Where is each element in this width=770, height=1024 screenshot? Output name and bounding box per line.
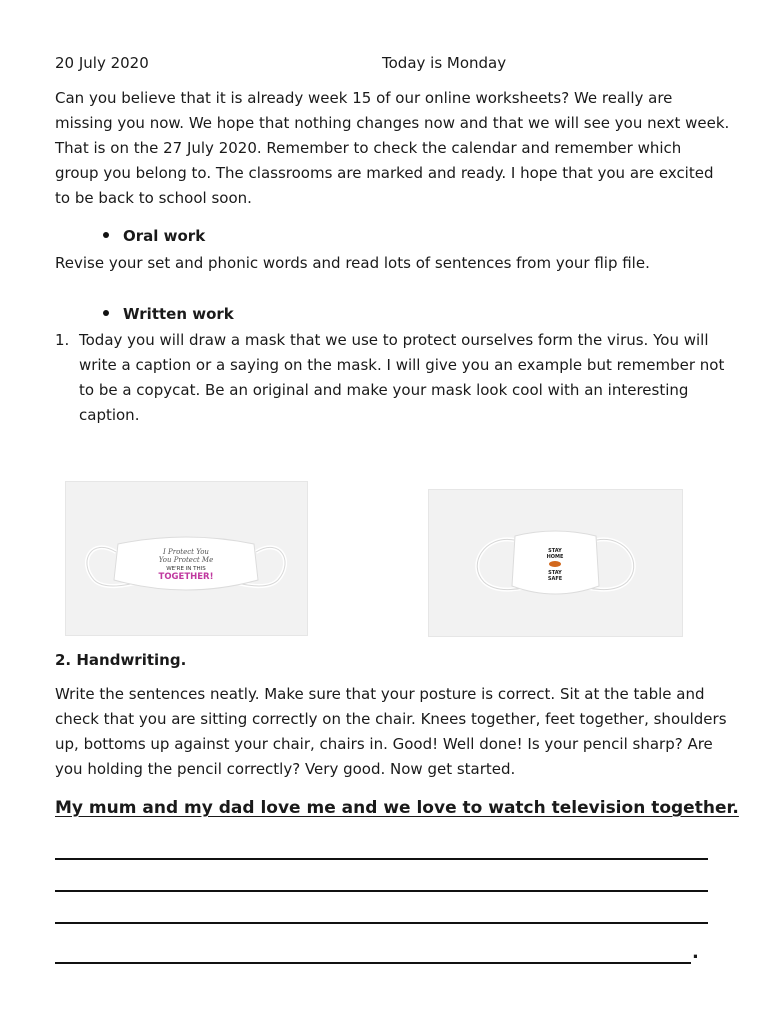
task-line: to be a copycat. Be an original and make your mask look cool with an interesting xyxy=(79,381,689,399)
mask-example-image-left xyxy=(65,481,308,636)
task-line: Today you will draw a mask that we use to protect ourselves form the virus. You will xyxy=(79,331,709,349)
writing-line[interactable] xyxy=(55,890,708,892)
intro-line: Can you believe that it is already week 15 of our online worksheets? We really are xyxy=(55,89,673,107)
model-sentence: My mum and my dad love me and we love to watch television together. xyxy=(55,798,739,818)
bullet-icon xyxy=(103,310,109,316)
mask-caption-line: STAY xyxy=(548,548,562,554)
bullet-icon xyxy=(103,232,109,238)
face-mask-icon xyxy=(66,482,307,635)
intro-line: group you belong to. The classrooms are marked and ready. I hope that you are excited xyxy=(55,164,714,182)
mask-caption-line: TOGETHER! xyxy=(158,572,214,582)
handwriting-instructions xyxy=(55,682,727,782)
day-text: Today is Monday xyxy=(382,54,507,72)
intro-line: to be back to school soon. xyxy=(55,189,252,207)
mask-emblem-icon xyxy=(549,561,561,567)
date-text: 20 July 2020 xyxy=(55,54,149,72)
instruction-line: up, bottoms up against your chair, chairs in. Good! Well done! Is your pencil sharp? Are xyxy=(55,735,713,753)
mask-caption-line: HOME xyxy=(546,554,564,560)
writing-line[interactable] xyxy=(55,922,708,924)
mask-caption-line: STAY xyxy=(548,570,562,576)
intro-line: missing you now. We hope that nothing changes now and that we will see you next week. xyxy=(55,114,730,132)
writing-line[interactable] xyxy=(55,858,708,860)
mask-caption-line: I Protect You xyxy=(163,548,209,556)
mask-example-image-right xyxy=(428,489,683,637)
intro-line: That is on the 27 July 2020. Remember to check the calendar and remember which xyxy=(55,139,682,157)
written-work-heading: Written work xyxy=(103,303,234,325)
mask-caption-line: You Protect Me xyxy=(158,556,214,564)
mask-caption-line: SAFE xyxy=(547,576,563,582)
task-line: write a caption or a saying on the mask. I will give you an example but remember not xyxy=(79,356,725,374)
handwriting-heading: 2. Handwriting. xyxy=(55,651,187,669)
instruction-line: you holding the pencil correctly? Very good. Now get started. xyxy=(55,760,516,778)
face-mask-icon xyxy=(429,490,682,636)
writing-line[interactable] xyxy=(55,962,691,964)
oral-work-text: Revise your set and phonic words and read lots of sentences from your flip file. xyxy=(55,254,650,272)
mask-caption-line: WE'RE IN THIS xyxy=(166,566,206,572)
task-line: caption. xyxy=(79,406,140,424)
instruction-line: Write the sentences neatly. Make sure that your posture is correct. Sit at the table and xyxy=(55,685,705,703)
item-number: 1. xyxy=(55,331,70,349)
oral-work-heading: Oral work xyxy=(103,225,205,247)
instruction-line: check that you are sitting correctly on the chair. Knees together, feet together, shoulders xyxy=(55,710,727,728)
intro-paragraph xyxy=(55,86,730,211)
end-period: . xyxy=(692,942,699,963)
